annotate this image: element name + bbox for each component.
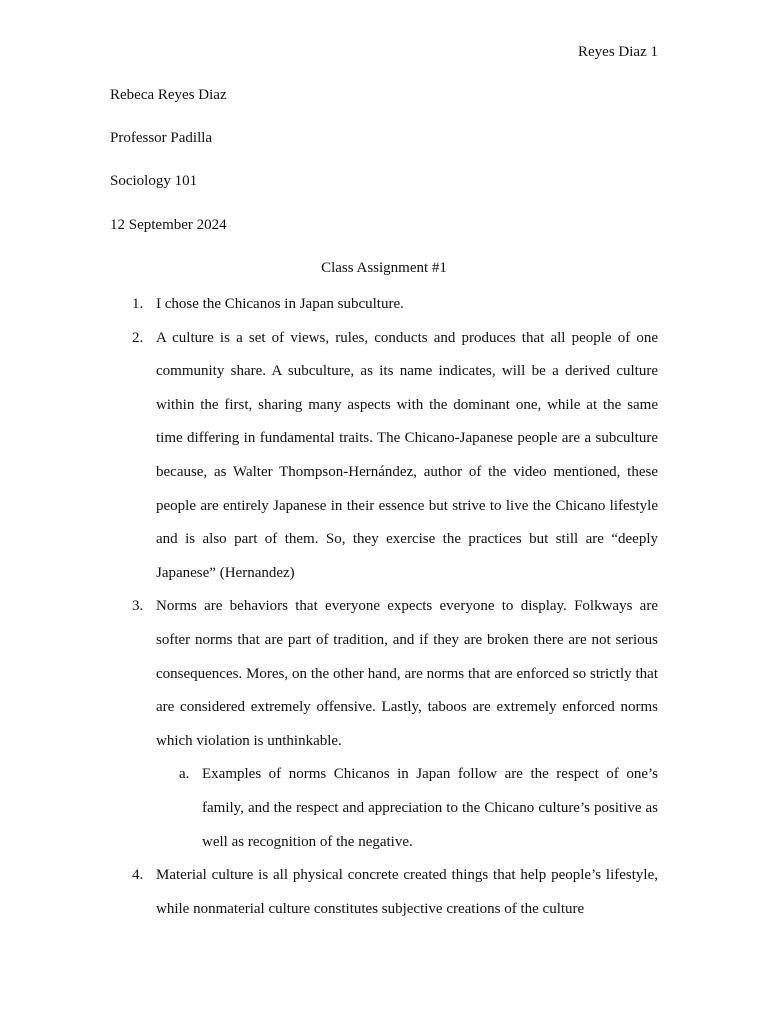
- running-head: Reyes Diaz 1: [578, 44, 658, 60]
- list-marker: 3.: [132, 598, 144, 615]
- list-item-4: [110, 859, 658, 926]
- sub-list-item-a: [156, 758, 658, 859]
- answer-list: [110, 288, 658, 926]
- sub-list-marker: a.: [179, 766, 190, 783]
- student-name: Rebeca Reyes Diaz: [110, 87, 227, 103]
- course-name: Sociology 101: [110, 173, 198, 189]
- list-marker: 2.: [132, 329, 144, 346]
- list-item-text: Material culture is all physical concrete created things that help people’s lifestyle, while nonmaterial culture constitutes subjective creations of the culture: [156, 867, 658, 917]
- assignment-title: Class Assignment #1: [321, 260, 447, 276]
- list-item-text: A culture is a set of views, rules, conducts and produces that all people of one community share. A subculture, as its name indicates, will be a derived culture within the first, sharing many aspects with the dominant one, while at the same time differing in fundamental traits. The Chicano-Japanese people are a subculture because, as Walter Thompson-Hernández, author of the video mentioned, these people are entirely Japanese in their essence but strive to live the Chicano lifestyle and is also part of them. So, they exercise the practices but still are “deeply Japanese” (Hernandez): [156, 329, 658, 581]
- list-marker: 4.: [132, 867, 144, 884]
- sub-list-item-text: Examples of norms Chicanos in Japan follow are the respect of one’s family, and the respect and appreciation to the Chicano culture’s positive as well as recognition of the negative.: [202, 766, 658, 850]
- sub-list: [156, 758, 658, 859]
- list-item-2: [110, 322, 658, 591]
- list-marker: 1.: [132, 296, 144, 312]
- list-item-text: I chose the Chicanos in Japan subculture.: [156, 296, 404, 312]
- date: 12 September 2024: [110, 217, 227, 233]
- professor-name: Professor Padilla: [110, 130, 213, 146]
- list-item-3: [110, 590, 658, 859]
- list-item-text: Norms are behaviors that everyone expects everyone to display. Folkways are softer norms that are part of tradition, and if they are broken there are not serious consequences. Mores, on the other hand, are norms that are enforced so strictly that are considered extremely offensive. Lastly, taboos are extremely enforced norms which violation is unthinkable.: [156, 598, 658, 749]
- list-item-1: [110, 288, 658, 322]
